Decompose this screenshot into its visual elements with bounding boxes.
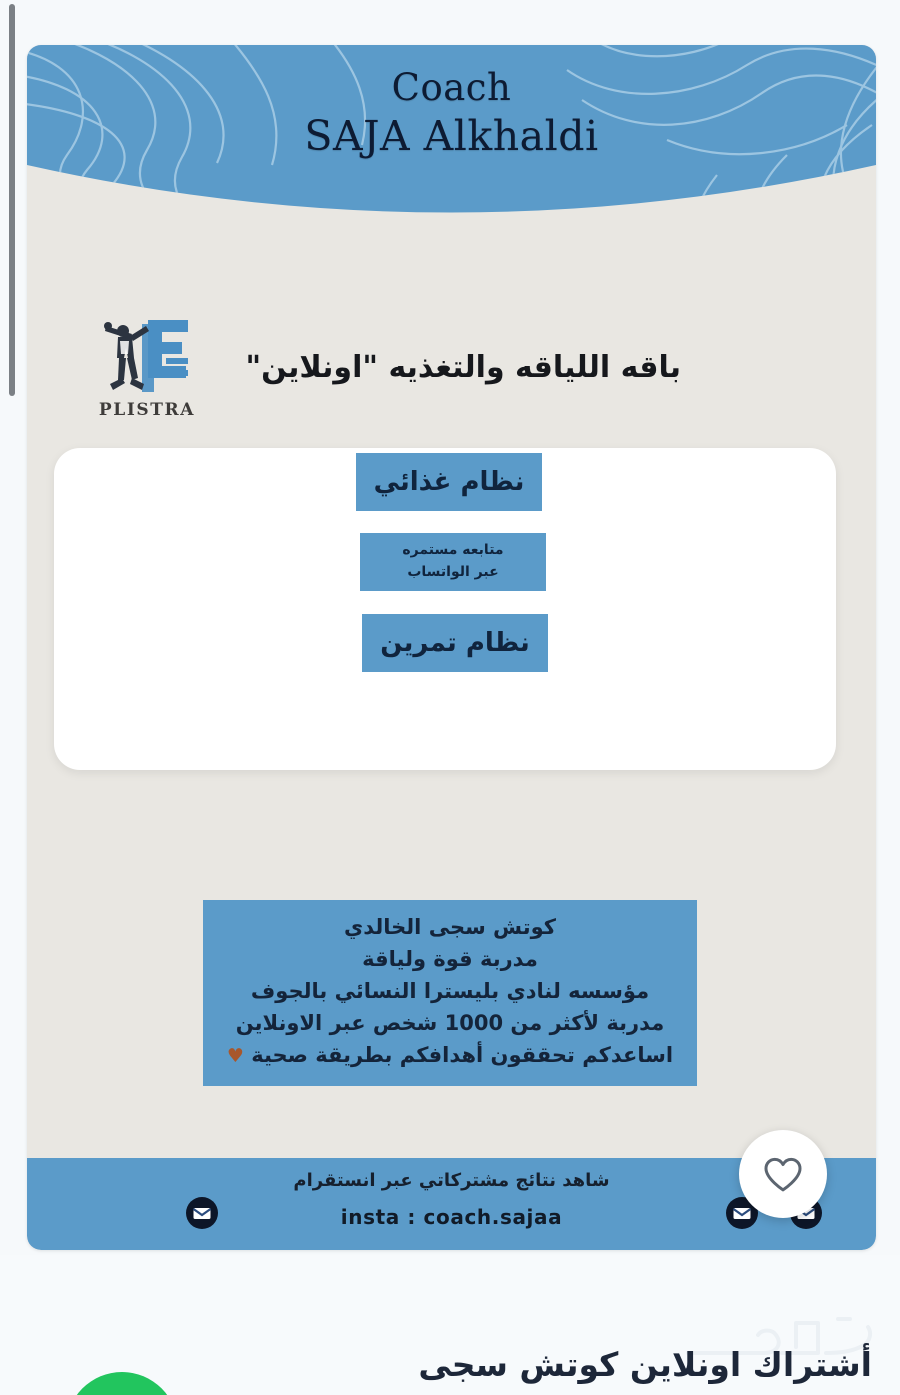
header-title-line2: SAJA Alkhaldi [304, 112, 599, 161]
footer-arabic-text: شاهد نتائج مشتركاتي عبر انستقرام [293, 1170, 610, 1191]
coach-bio-block [203, 900, 697, 1086]
feature-box-followup [360, 533, 546, 591]
header-title-block [27, 67, 876, 160]
bio-line-4: مدربة لأكثر من 1000 شخص عبر الاونلاين [235, 1010, 665, 1035]
heart-outline-icon [763, 1156, 803, 1193]
favorite-button[interactable] [739, 1130, 827, 1218]
footer-instagram-handle: insta : coach.sajaa [340, 1205, 563, 1229]
header-title-line1: Coach [391, 66, 512, 109]
heart-emoji-icon: ♥ [226, 1044, 244, 1067]
features-stack [356, 453, 556, 672]
package-headline: باقه اللياقه والتغذيه "اونلاين" [245, 350, 681, 385]
listing-title: أشتراك اونلاين كوتش سجى [418, 1345, 872, 1384]
plistra-athlete-logo-icon [82, 314, 212, 402]
mail-envelope-icon [185, 1196, 219, 1230]
feature-label-followup-line1: متابعه مستمره [402, 542, 504, 559]
feature-box-training [362, 614, 548, 672]
brand-title-row [27, 300, 876, 455]
features-card [54, 448, 836, 770]
brand-wordmark: PLISTRA [98, 400, 196, 420]
bio-line-5 [217, 1040, 683, 1072]
feature-label-training: نظام تمرين [380, 628, 530, 658]
brand-logo [82, 314, 212, 434]
feature-label-followup-line2: عبر الواتساب [407, 564, 499, 580]
page-scrollbar[interactable] [9, 4, 15, 396]
bio-line-3: مؤسسه لنادي بليسترا النسائي بالجوف [250, 978, 650, 1003]
bio-line-2: مدربة قوة ولياقة [362, 946, 538, 971]
feature-label-diet: نظام غذائي [373, 467, 525, 497]
header-banner [27, 45, 876, 245]
bio-line-1: كوتش سجى الخالدي [344, 915, 556, 939]
ad-image-card[interactable] [27, 45, 876, 1250]
bio-line-5-text: اساعدكم تحققون أهدافكم بطريقة صحية [251, 1042, 674, 1067]
feature-box-diet [356, 453, 542, 511]
